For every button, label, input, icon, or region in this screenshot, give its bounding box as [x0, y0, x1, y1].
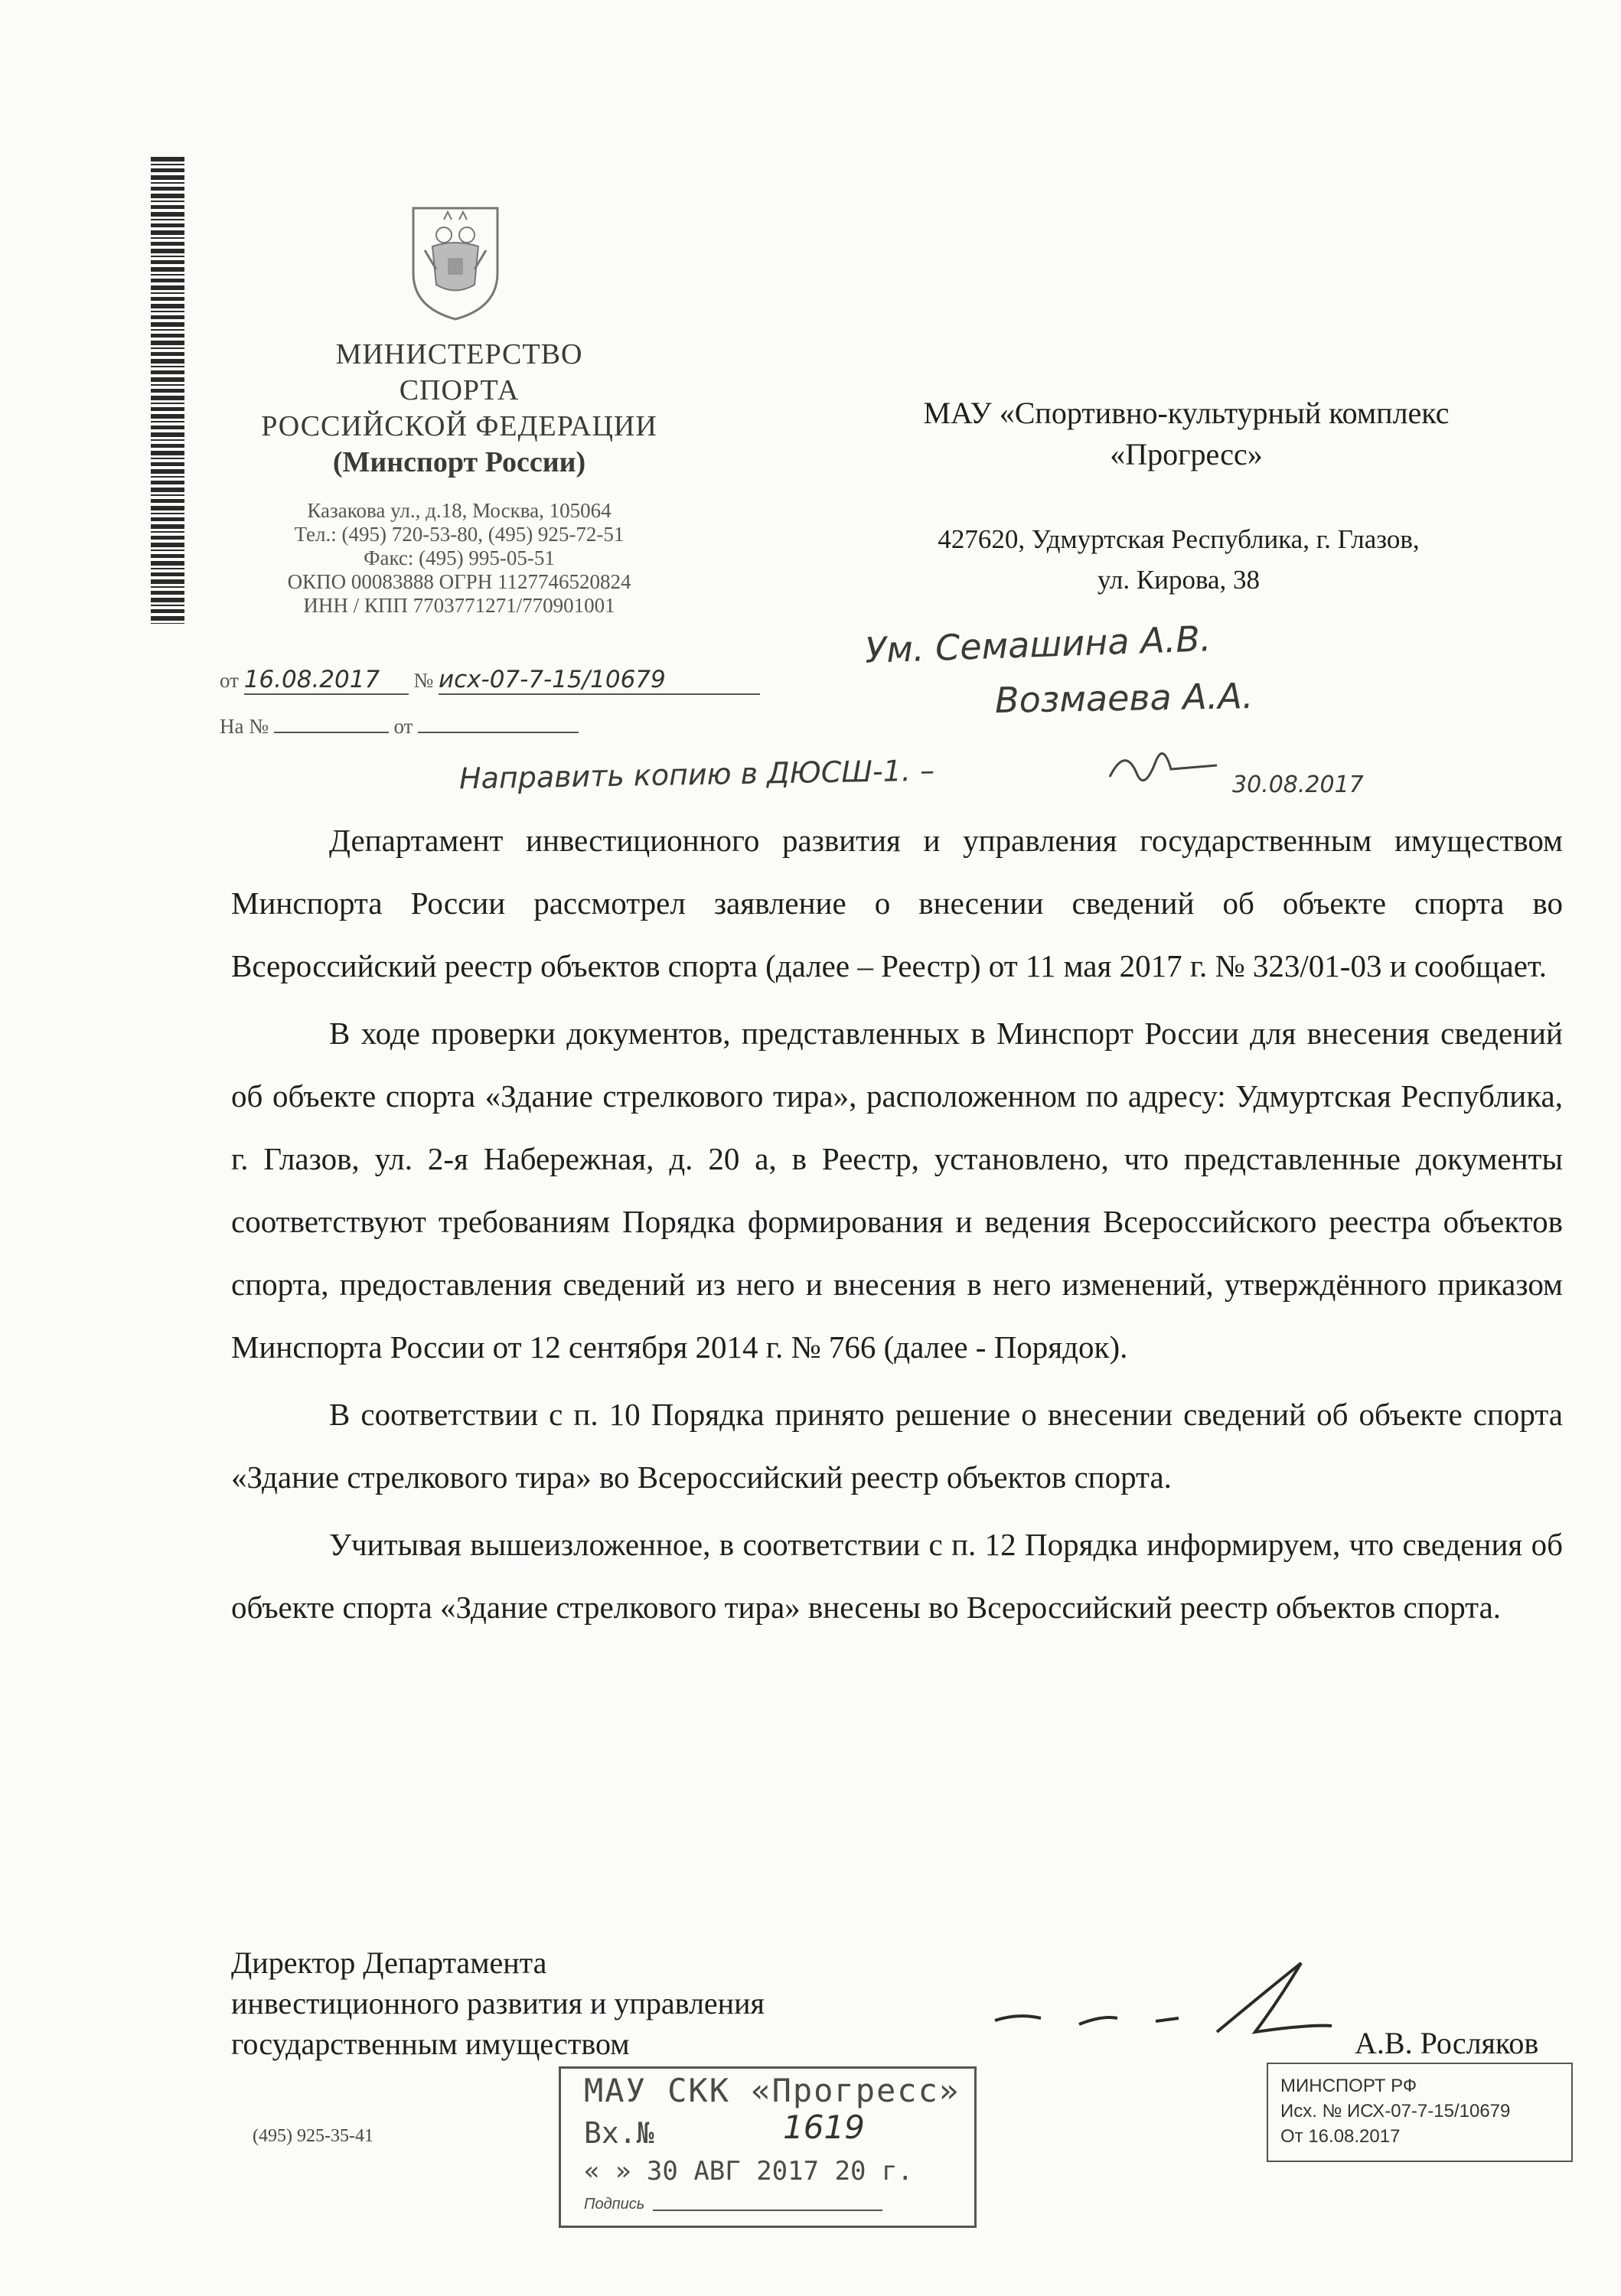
- stamp-date: 30 АВГ 2017: [646, 2156, 820, 2187]
- paragraph-4: Учитывая вышеизложенное, в соответствии с п. 12 Порядка информируем, что сведения об объекте спорта «Здание стрелкового тира» внесены во Всероссийский реестр объектов спорта.: [231, 1527, 1563, 1625]
- registration-line: [220, 666, 760, 695]
- ministry-address: Казакова ул., д.18, Москва, 105064: [307, 499, 612, 522]
- stamp-date-prefix: « »: [584, 2156, 631, 2187]
- signer-name: А.В. Росляков: [1355, 2026, 1539, 2060]
- handwritten-executor-2: Возмаева А.А.: [994, 675, 1254, 721]
- number-label: №: [413, 669, 434, 692]
- letter-body: [231, 809, 1563, 1643]
- incoming-stamp: [559, 2066, 977, 2228]
- reply-line: [220, 715, 579, 739]
- coat-of-arms-icon: [398, 201, 513, 323]
- signer-title-line3: государственным имуществом: [231, 2027, 630, 2061]
- reply-from-label: от: [393, 715, 413, 738]
- stamp-sign-line: [653, 2210, 882, 2211]
- ministry-abbreviation: (Минспорт России): [332, 446, 586, 478]
- addressee-addr-line2: ул. Кирова, 38: [1097, 565, 1261, 595]
- outgoing-stamp-line2: Исх. № ИСХ-07-7-15/10679: [1280, 2101, 1511, 2122]
- signer-title: [231, 1942, 765, 2064]
- ministry-header: [230, 337, 689, 481]
- outgoing-stamp-line3: От 16.08.2017: [1280, 2126, 1401, 2147]
- handwritten-resolution-date: 30.08.2017: [1232, 771, 1364, 798]
- outgoing-stamp-line1: МИНСПОРТ РФ: [1280, 2076, 1417, 2096]
- outgoing-date: 16.08.2017: [243, 666, 380, 693]
- addressee-org-line2: «Прогресс»: [1110, 437, 1263, 471]
- ministry-name-line3: РОССИЙСКОЙ ФЕДЕРАЦИИ: [261, 410, 657, 442]
- ministry-name-line2: СПОРТА: [399, 374, 520, 406]
- addressee-org-line1: МАУ «Спортивно-культурный комплекс: [923, 396, 1450, 430]
- signer-title-line2: инвестиционного развития и управления: [231, 1986, 765, 2020]
- paragraph-3: В соответствии с п. 10 Порядка принято решение о внесении сведений об объекте спорта «Здание стрелкового тира» во Всероссийский реестр объектов спорта.: [231, 1397, 1563, 1495]
- stamp-sign-label: Подпись: [584, 2196, 645, 2213]
- handwritten-executor-1: Ум. Семашина А.В.: [864, 618, 1212, 671]
- addressee-address: [857, 519, 1500, 600]
- stamp-date-line: [584, 2156, 913, 2187]
- outgoing-number: исх-07-7-15/10679: [438, 666, 666, 693]
- addressee-organization: [865, 393, 1508, 475]
- handwritten-signature-icon: [987, 1948, 1339, 2043]
- from-label: от: [220, 669, 239, 692]
- resolution-signature-icon: [1102, 739, 1225, 800]
- stamp-in-number: 1619: [783, 2108, 865, 2146]
- ministry-name-line1: МИНИСТЕРСТВО: [335, 338, 583, 370]
- paragraph-2: В ходе проверки документов, представленных в Минспорт России для внесения сведений об объекте спорта «Здание стрелкового тира», расположенном по адресу: Удмуртская Республика, г. Глазов, ул. 2-я Набережная, д. 20 а, в Реестр, установлено, что представленные документы соответствуют требованиям Порядка формирования и ведения Всероссийского реестра объектов спорта, предоставления сведений из него и внесения в него изменений, утверждённого приказом Минспорта России от 12 сентября 2014 г. № 766 (далее - Порядок).: [231, 1016, 1563, 1365]
- stamp-year-suffix: 20 г.: [834, 2156, 913, 2187]
- stamp-org: МАУ СКК «Прогресс»: [584, 2072, 961, 2109]
- handwritten-resolution: Направить копию в ДЮСШ-1. –: [458, 753, 935, 796]
- outgoing-stamp: [1267, 2063, 1573, 2162]
- barcode: [151, 157, 184, 624]
- reply-number-label: На №: [220, 715, 269, 738]
- stamp-in-label: Вх.№: [584, 2116, 654, 2150]
- signer-title-line1: Директор Департамента: [231, 1945, 547, 1980]
- executor-phone: (495) 925-35-41: [253, 2126, 373, 2146]
- ministry-fax: Факс: (495) 995-05-51: [364, 546, 555, 569]
- ministry-contacts: [230, 499, 689, 618]
- ministry-phone: Тел.: (495) 720-53-80, (495) 925-72-51: [294, 523, 625, 546]
- paragraph-1: Департамент инвестиционного развития и управления государственным имуществом Минспорта России рассмотрел заявление о внесении сведений об объекте спорта во Всероссийский реестр объектов спорта (далее – Реестр) от 11 мая 2017 г. № 323/01-03 и сообщает.: [231, 823, 1563, 983]
- ministry-okpo-ogrn: ОКПО 00083888 ОГРН 1127746520824: [287, 570, 631, 593]
- addressee-addr-line1: 427620, Удмуртская Республика, г. Глазов,: [938, 524, 1420, 554]
- ministry-inn-kpp: ИНН / КПП 7703771271/770901001: [303, 594, 615, 617]
